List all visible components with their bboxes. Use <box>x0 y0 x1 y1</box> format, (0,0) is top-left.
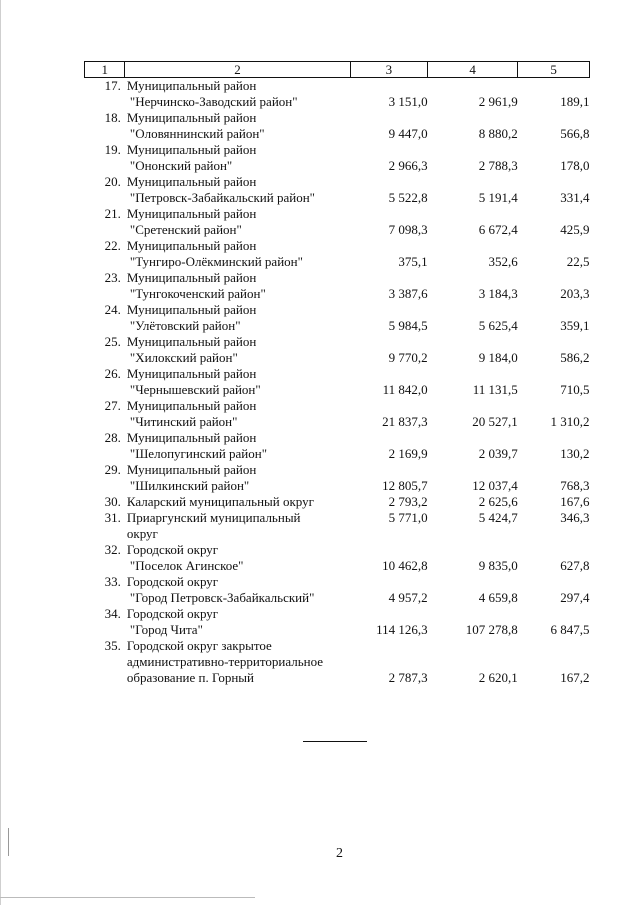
row-value-c5: 425,9 <box>560 222 590 237</box>
row-name <box>125 174 350 206</box>
header-col-2: 2 <box>125 62 350 78</box>
row-name <box>125 206 350 238</box>
row-name-line: "Улётовский район" <box>129 318 241 333</box>
table-row <box>85 302 590 334</box>
row-value-c5: 359,1 <box>560 318 590 333</box>
row-value-c3: 2 966,3 <box>388 158 428 173</box>
row-name-line: Городской округ <box>126 574 219 589</box>
row-number: 19. <box>104 142 121 157</box>
row-name-line: "Шилкинский район" <box>129 478 250 493</box>
row-name-line: Городской округ <box>126 542 219 557</box>
row-value-c4: 5 191,4 <box>478 190 518 205</box>
row-name-line: Муниципальный район <box>126 302 257 317</box>
row-value-c4: 9 184,0 <box>478 350 518 365</box>
row-value-c3: 4 957,2 <box>388 590 428 605</box>
row-name-line: "Город Чита" <box>129 622 203 637</box>
table-row <box>85 398 590 430</box>
row-value-c4: 2 625,6 <box>478 494 518 509</box>
row-number: 34. <box>104 606 121 621</box>
row-value-c3: 375,1 <box>398 254 428 269</box>
row-number: 20. <box>104 174 121 189</box>
row-value-c5: 178,0 <box>560 158 590 173</box>
row-name-line: "Поселок Агинское" <box>129 558 244 573</box>
margin-mark <box>8 828 9 856</box>
table-row <box>85 494 590 510</box>
row-value-c4: 2 961,9 <box>478 94 518 109</box>
table-row <box>85 542 590 574</box>
row-name <box>125 302 350 334</box>
table-row <box>85 430 590 462</box>
row-value-c5: 346,3 <box>560 510 590 525</box>
row-value-c5: 203,3 <box>560 286 590 301</box>
row-name-line: "Сретенский район" <box>129 222 242 237</box>
table-row <box>85 334 590 366</box>
table-row <box>85 206 590 238</box>
row-name-line: Муниципальный район <box>126 110 257 125</box>
header-col-1: 1 <box>85 62 125 78</box>
row-name-line: Муниципальный район <box>126 462 257 477</box>
row-number: 35. <box>104 638 121 653</box>
row-name-line: Муниципальный район <box>126 142 257 157</box>
row-number: 27. <box>104 398 121 413</box>
row-value-c5: 189,1 <box>560 94 590 109</box>
row-value-c3: 5 984,5 <box>388 318 428 333</box>
row-name <box>125 110 350 142</box>
table-row <box>85 110 590 142</box>
row-value-c4: 107 278,8 <box>465 622 518 637</box>
row-number: 22. <box>104 238 121 253</box>
row-name <box>125 334 350 366</box>
row-value-c5: 130,2 <box>560 446 590 461</box>
table-row <box>85 78 590 111</box>
row-value-c4: 2 788,3 <box>478 158 518 173</box>
row-value-c3: 9 770,2 <box>388 350 428 365</box>
row-name-line: Приаргунский муниципальный <box>126 510 301 525</box>
row-value-c4: 352,6 <box>488 254 518 269</box>
table-row <box>85 142 590 174</box>
row-value-c5: 627,8 <box>560 558 590 573</box>
row-number: 17. <box>104 78 121 93</box>
row-value-c5: 710,5 <box>560 382 590 397</box>
row-value-c5: 297,4 <box>560 590 590 605</box>
row-value-c4: 9 835,0 <box>478 558 518 573</box>
row-value-c3: 5 771,0 <box>388 510 428 525</box>
row-value-c5: 566,8 <box>560 126 590 141</box>
row-number: 21. <box>104 206 121 221</box>
table-row <box>85 510 590 542</box>
row-value-c3: 12 805,7 <box>382 478 428 493</box>
row-value-c5: 22,5 <box>566 254 590 269</box>
row-name-line: "Нерчинско-Заводский район" <box>129 94 298 109</box>
row-value-c4: 12 037,4 <box>472 478 518 493</box>
row-name <box>125 494 350 510</box>
table-row <box>85 574 590 606</box>
row-value-c3: 9 447,0 <box>388 126 428 141</box>
row-name-line: "Ононский район" <box>129 158 233 173</box>
row-name-line: административно-территориальное <box>126 654 324 669</box>
row-value-c4: 20 527,1 <box>472 414 518 429</box>
row-name <box>125 270 350 302</box>
row-name-line: "Читинский район" <box>129 414 238 429</box>
row-number: 25. <box>104 334 121 349</box>
header-col-5: 5 <box>518 62 590 78</box>
row-name <box>125 366 350 398</box>
row-number: 32. <box>104 542 121 557</box>
row-name-line: Муниципальный район <box>126 78 257 93</box>
budget-table <box>84 61 590 686</box>
row-name-line: "Оловяннинский район" <box>129 126 265 141</box>
row-number: 23. <box>104 270 121 285</box>
row-value-c4: 5 424,7 <box>478 510 518 525</box>
row-number: 29. <box>104 462 121 477</box>
scan-edge-line <box>0 0 1 905</box>
table-row <box>85 638 590 686</box>
row-value-c3: 10 462,8 <box>382 558 428 573</box>
header-col-4: 4 <box>428 62 518 78</box>
row-name <box>125 78 350 111</box>
row-name-line: Городской округ <box>126 606 219 621</box>
row-value-c3: 3 387,6 <box>388 286 428 301</box>
row-name-line: Муниципальный район <box>126 334 257 349</box>
row-name <box>125 638 350 686</box>
row-number: 33. <box>104 574 121 589</box>
table-row <box>85 462 590 494</box>
row-name-line: "Шелопугинский район" <box>129 446 268 461</box>
separator-line <box>303 741 367 742</box>
row-value-c5: 586,2 <box>560 350 590 365</box>
row-number: 26. <box>104 366 121 381</box>
row-name <box>125 142 350 174</box>
row-name <box>125 462 350 494</box>
row-number: 18. <box>104 110 121 125</box>
row-name-line: "Город Петровск-Забайкальский" <box>129 590 315 605</box>
row-name-line: Муниципальный район <box>126 430 257 445</box>
row-value-c4: 3 184,3 <box>478 286 518 301</box>
row-value-c3: 5 522,8 <box>388 190 428 205</box>
row-value-c5: 1 310,2 <box>550 414 590 429</box>
row-name-line: "Тунгиро-Олёкминский район" <box>129 254 303 269</box>
row-value-c4: 2 039,7 <box>478 446 518 461</box>
row-value-c3: 11 842,0 <box>382 382 428 397</box>
table-body <box>85 78 590 687</box>
row-name <box>125 574 350 606</box>
row-value-c3: 2 169,9 <box>388 446 428 461</box>
row-number: 30. <box>104 494 121 509</box>
row-name-line: "Петровск-Забайкальский район" <box>129 190 315 205</box>
row-value-c3: 2 793,2 <box>388 494 428 509</box>
row-name-line: Муниципальный район <box>126 206 257 221</box>
row-value-c5: 167,2 <box>560 670 590 685</box>
row-value-c3: 114 126,3 <box>376 622 428 637</box>
row-value-c3: 2 787,3 <box>388 670 428 685</box>
row-value-c4: 8 880,2 <box>478 126 518 141</box>
row-name-line: Муниципальный район <box>126 366 257 381</box>
row-name <box>125 542 350 574</box>
row-name <box>125 606 350 638</box>
row-value-c4: 2 620,1 <box>478 670 518 685</box>
row-number: 31. <box>104 510 121 525</box>
row-name-line: Муниципальный район <box>126 270 257 285</box>
row-value-c5: 167,6 <box>560 494 590 509</box>
row-name-line: Муниципальный район <box>126 174 257 189</box>
row-name <box>125 510 350 542</box>
row-name-line: образование п. Горный <box>126 670 254 685</box>
row-name-line: Муниципальный район <box>126 238 257 253</box>
row-name-line: Городской округ закрытое <box>126 638 272 653</box>
row-name <box>125 430 350 462</box>
table-row <box>85 606 590 638</box>
table-row <box>85 270 590 302</box>
page-number: 2 <box>336 846 343 861</box>
table-row <box>85 238 590 270</box>
header-col-3: 3 <box>350 62 428 78</box>
row-value-c4: 6 672,4 <box>478 222 518 237</box>
row-name <box>125 398 350 430</box>
table-row <box>85 366 590 398</box>
row-name-line: Муниципальный район <box>126 398 257 413</box>
row-number: 24. <box>104 302 121 317</box>
row-value-c4: 4 659,8 <box>478 590 518 605</box>
row-name-line: "Хилокский район" <box>129 350 238 365</box>
row-name-line: округ <box>126 526 158 541</box>
row-name-line: "Тунгокоченский район" <box>129 286 266 301</box>
table-header-row <box>85 62 590 78</box>
row-name-line: Каларский муниципальный округ <box>126 494 314 509</box>
row-value-c3: 7 098,3 <box>388 222 428 237</box>
bottom-rule <box>0 897 255 898</box>
row-value-c5: 768,3 <box>560 478 590 493</box>
row-value-c5: 6 847,5 <box>550 622 590 637</box>
table-row <box>85 174 590 206</box>
row-value-c3: 3 151,0 <box>388 94 428 109</box>
row-value-c4: 5 625,4 <box>478 318 518 333</box>
row-number: 28. <box>104 430 121 445</box>
row-value-c5: 331,4 <box>560 190 590 205</box>
row-name <box>125 238 350 270</box>
row-value-c4: 11 131,5 <box>472 382 518 397</box>
row-name-line: "Чернышевский район" <box>129 382 261 397</box>
row-value-c3: 21 837,3 <box>382 414 428 429</box>
